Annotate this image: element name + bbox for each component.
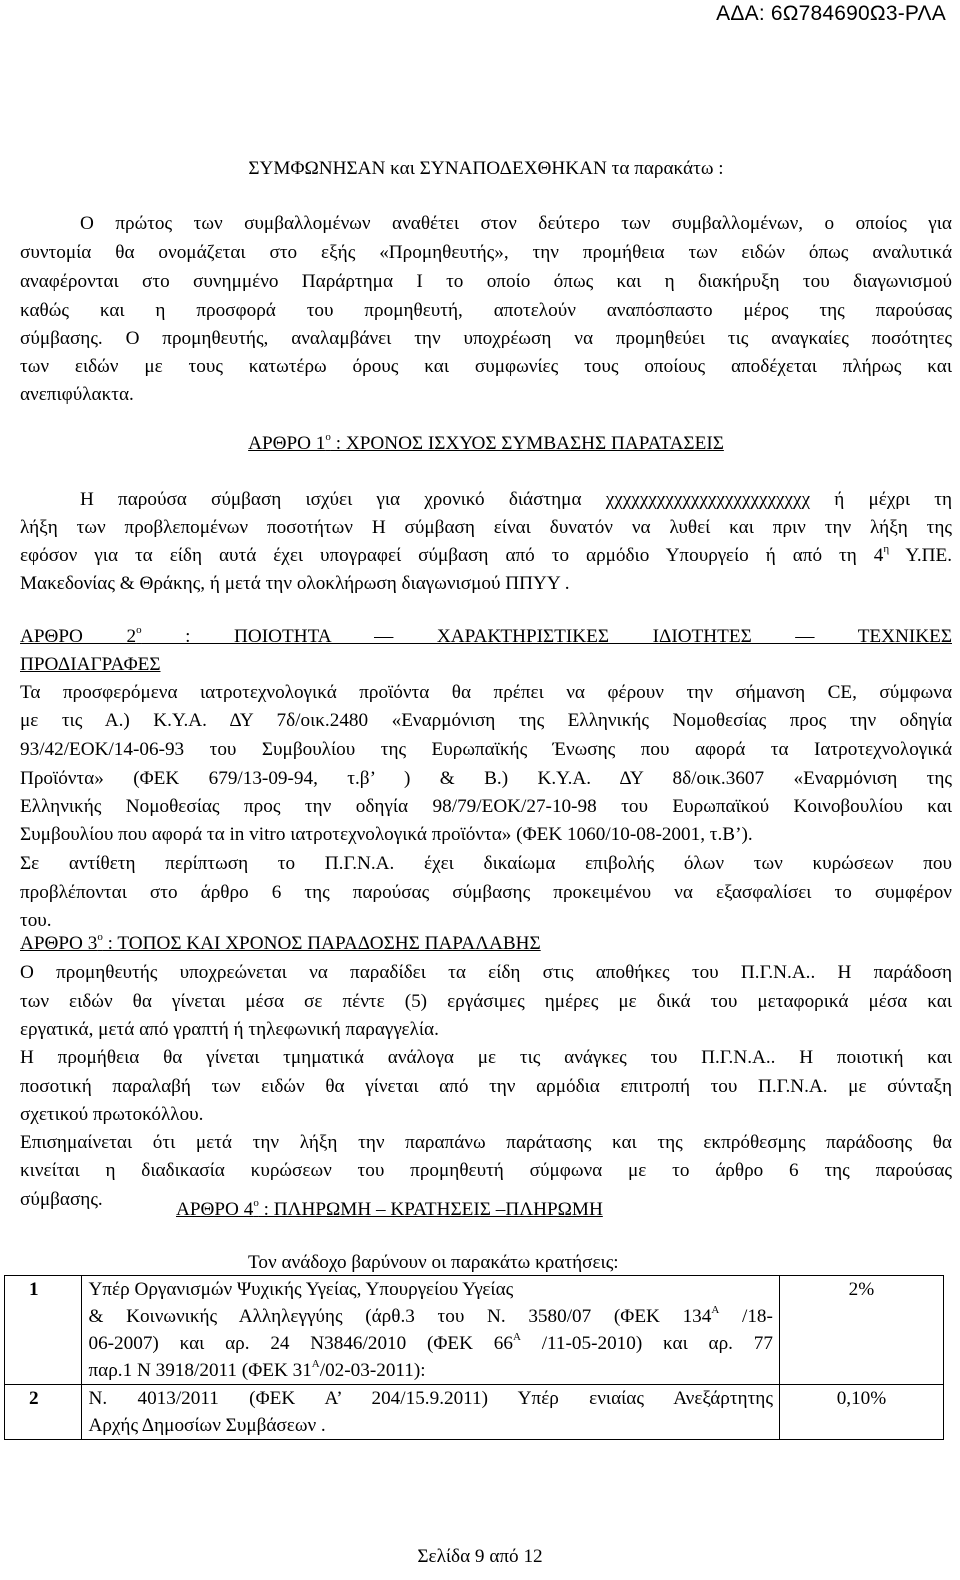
intro-line: αναφέρονται στο συνημμένο Παράρτημα Ι το οποίο όπως και η διακήρυξη του διαγωνισμού [20, 271, 952, 292]
intro-line: ανεπιφύλακτα. [20, 384, 134, 405]
table-row [5, 1385, 944, 1440]
article-3-line: των ειδών θα γίνεται μέσα σε πέντε (5) εργάσιμες ημέρες με δικά του μεταφορικά μέσα και [20, 991, 952, 1012]
article-1-line: Μακεδονίας & Θράκης, ή μετά την ολοκλήρωση διαγωνισμού ΠΠΥΥ . [20, 573, 570, 594]
duration-placeholder: χχχχχχχχχχχχχχχχχχχχχχχχ [605, 489, 811, 510]
article-2-line: Τα προσφερόμενα ιατροτεχνολογικά προϊόντα θα πρέπει να φέρουν την σήμανση CE, σύμφωνα [20, 682, 952, 703]
intro-line: συντομία θα ονομάζεται στο εξής «Προμηθευτής», την προμήθεια των ειδών όπως αναλυτικά [20, 242, 952, 263]
article-3-line: σύμβασης. [20, 1189, 103, 1210]
row-description: Ν. 4013/2011 (ΦΕΚ Α’ 204/15.9.2011) Υπέρ ενιαίας Ανεξάρτητης Αρχής Δημοσίων Συμβάσεων . [82, 1385, 779, 1440]
row-number: 1 [5, 1276, 82, 1385]
row-number: 2 [5, 1385, 82, 1440]
intro-line: Ο πρώτος των συμβαλλομένων αναθέτει στον δεύτερο των συμβαλλομένων, ο οποίος για [80, 213, 952, 234]
article-2-line: προβλέπονται στο άρθρο 6 της παρούσας σύμβασης προκειμένου να εξασφαλίσει το συμφέρον [20, 882, 952, 903]
article-2-line: Προϊόντα» (ΦΕΚ 679/13-09-94, τ.β’ ) & Β.) Κ.Υ.Α. ΔΥ 8δ/οικ.3607 «Εναρμόνιση της [20, 768, 952, 789]
agreement-heading: ΣΥΜΦΩΝΗΣΑΝ και ΣΥΝΑΠΟΔΕΧΘΗΚΑΝ τα παρακάτω : [248, 158, 724, 179]
page-number: Σελίδα 9 από 12 [417, 1546, 543, 1567]
article-2-line: Συμβουλίου που αφορά τα in vitro ιατροτεχνολογικά προϊόντα» (ΦΕΚ 1060/10-08-2001, τ.Β’). [20, 824, 753, 845]
article-2-line: Ελληνικής Νομοθεσίας προς την οδηγία 98/79/ΕΟΚ/27-10-98 του Ευρωπαϊκού Κοινοβουλίου και [20, 796, 952, 817]
row-percentage: 2% [779, 1276, 943, 1385]
article-1-title: ΑΡΘΡΟ $1^o$ : ΧΡΟΝΟΣ ΙΣΧΥΟΣ ΣΥΜΒΑΣΗΣ ΠΑΡΑΤΑΣΕΙΣ [248, 430, 724, 454]
article-3-line: ποσοτική παραλαβή των ειδών θα γίνεται από την αρμόδια επιτροπή του Π.Γ.Ν.Α. με σύνταξη [20, 1076, 952, 1097]
article-2-title: ΑΡΘΡΟ $2^o$ : ΠΟΙΟΤΗΤΑ — ΧΑΡΑΚΤΗΡΙΣΤΙΚΕΣ ΙΔΙΟΤΗΤΕΣ — ΤΕΧΝΙΚΕΣ [20, 623, 952, 647]
article-2-title-cont: ΠΡΟΔΙΑΓΡΑΦΕΣ [20, 654, 161, 675]
deductions-caption: Τον ανάδοχο βαρύνουν οι παρακάτω κρατήσεις: [248, 1252, 619, 1273]
article-1-line: λήξη των προβλεπομένων ποσοτήτων Η σύμβαση είναι δυνατόν να λυθεί και πριν την λήξη της [20, 517, 952, 538]
article-3-line: εργατικά, μετά από γραπτή ή τηλεφωνική παραγγελία. [20, 1019, 439, 1040]
row-percentage: 0,10% [779, 1385, 943, 1440]
article-3-line: Η προμήθεια θα γίνεται τμηματικά ανάλογα με τις ανάγκες του Π.Γ.Ν.Α.. Η ποιοτική και [20, 1047, 952, 1068]
article-3-line: σχετικού πρωτοκόλλου. [20, 1104, 204, 1125]
article-3-line: Επισημαίνεται ότι μετά την λήξη την παραπάνω παράτασης και της εκπρόθεσμης παράδοσης θα [20, 1132, 952, 1153]
article-2-line: του. [20, 910, 52, 931]
article-3-line: κινείται η διαδικασία κυρώσεων του προμηθευτή σύμφωνα με το άρθρο 6 της παρούσας [20, 1160, 952, 1181]
article-1-line: Η παρούσα σύμβαση ισχύει για χρονικό διάστημα χχχχχχχχχχχχχχχχχχχχχχχχ ή μέχρι τη [80, 489, 952, 510]
deductions-table [4, 1275, 944, 1440]
row-description: Υπέρ Οργανισμών Ψυχικής Υγείας, Υπουργείου Υγείας & Κοινωνικής Αλληλεγγύης (άρθ.3 του Ν. 3580/07 (ΦΕΚ $134^A$ /18- 06-2007) και αρ. 24 Ν3846/2010 (ΦΕΚ $66^A$ /11-05-2010) και αρ. 77 παρ.1 Ν 3918/2011 (ΦΕΚ $31^A/02-03-2011$): [82, 1276, 779, 1385]
ada-code: ΑΔΑ: 6Ω784690Ω3-ΡΛΑ [716, 2, 946, 25]
table-row [5, 1276, 944, 1385]
intro-line: καθώς και η προσφορά του προμηθευτή, αποτελούν αναπόσπαστο μέρος της παρούσας [20, 300, 952, 321]
article-2-line: 93/42/ΕΟΚ/14-06-93 του Συμβουλίου της Ευρωπαϊκής Ένωσης που αφορά τα Ιατροτεχνολογικά [20, 739, 952, 760]
article-4-title: ΑΡΘΡΟ $4^o$ : ΠΛΗΡΩΜΗ – ΚΡΑΤΗΣΕΙΣ –ΠΛΗΡΩΜΗ [176, 1196, 603, 1220]
intro-line: σύμβασης. Ο προμηθευτής, αναλαμβάνει την υποχρέωση να προμηθεύει τις αναγκαίες ποσότητες [20, 328, 952, 349]
intro-line: των ειδών με τους κατωτέρω όρους και συμφωνίες τους οποίους αποδέχεται πλήρως και [20, 356, 952, 377]
article-2-line: με τις Α.) Κ.Υ.Α. ΔΥ 7δ/οικ.2480 «Εναρμόνιση της Ελληνικής Νομοθεσίας προς την οδηγία [20, 710, 952, 731]
article-3-line: Ο προμηθευτής υποχρεώνεται να παραδίδει τα είδη στις αποθήκες του Π.Γ.Ν.Α.. Η παράδοση [20, 962, 952, 983]
article-1-line: εφόσον για τα είδη αυτά έχει υπογραφεί σύμβαση από το αρμόδιο Υπουργείο ή από τη $4^\eta$ Υ.ΠΕ. [20, 542, 952, 566]
article-2-line: Σε αντίθετη περίπτωση το Π.Γ.Ν.Α. έχει δικαίωμα επιβολής όλων των κυρώσεων που [20, 853, 952, 874]
article-3-title: ΑΡΘΡΟ $3^o$ : ΤΟΠΟΣ ΚΑΙ ΧΡΟΝΟΣ ΠΑΡΑΔΟΣΗΣ ΠΑΡΑΛΑΒΗΣ [20, 930, 541, 954]
